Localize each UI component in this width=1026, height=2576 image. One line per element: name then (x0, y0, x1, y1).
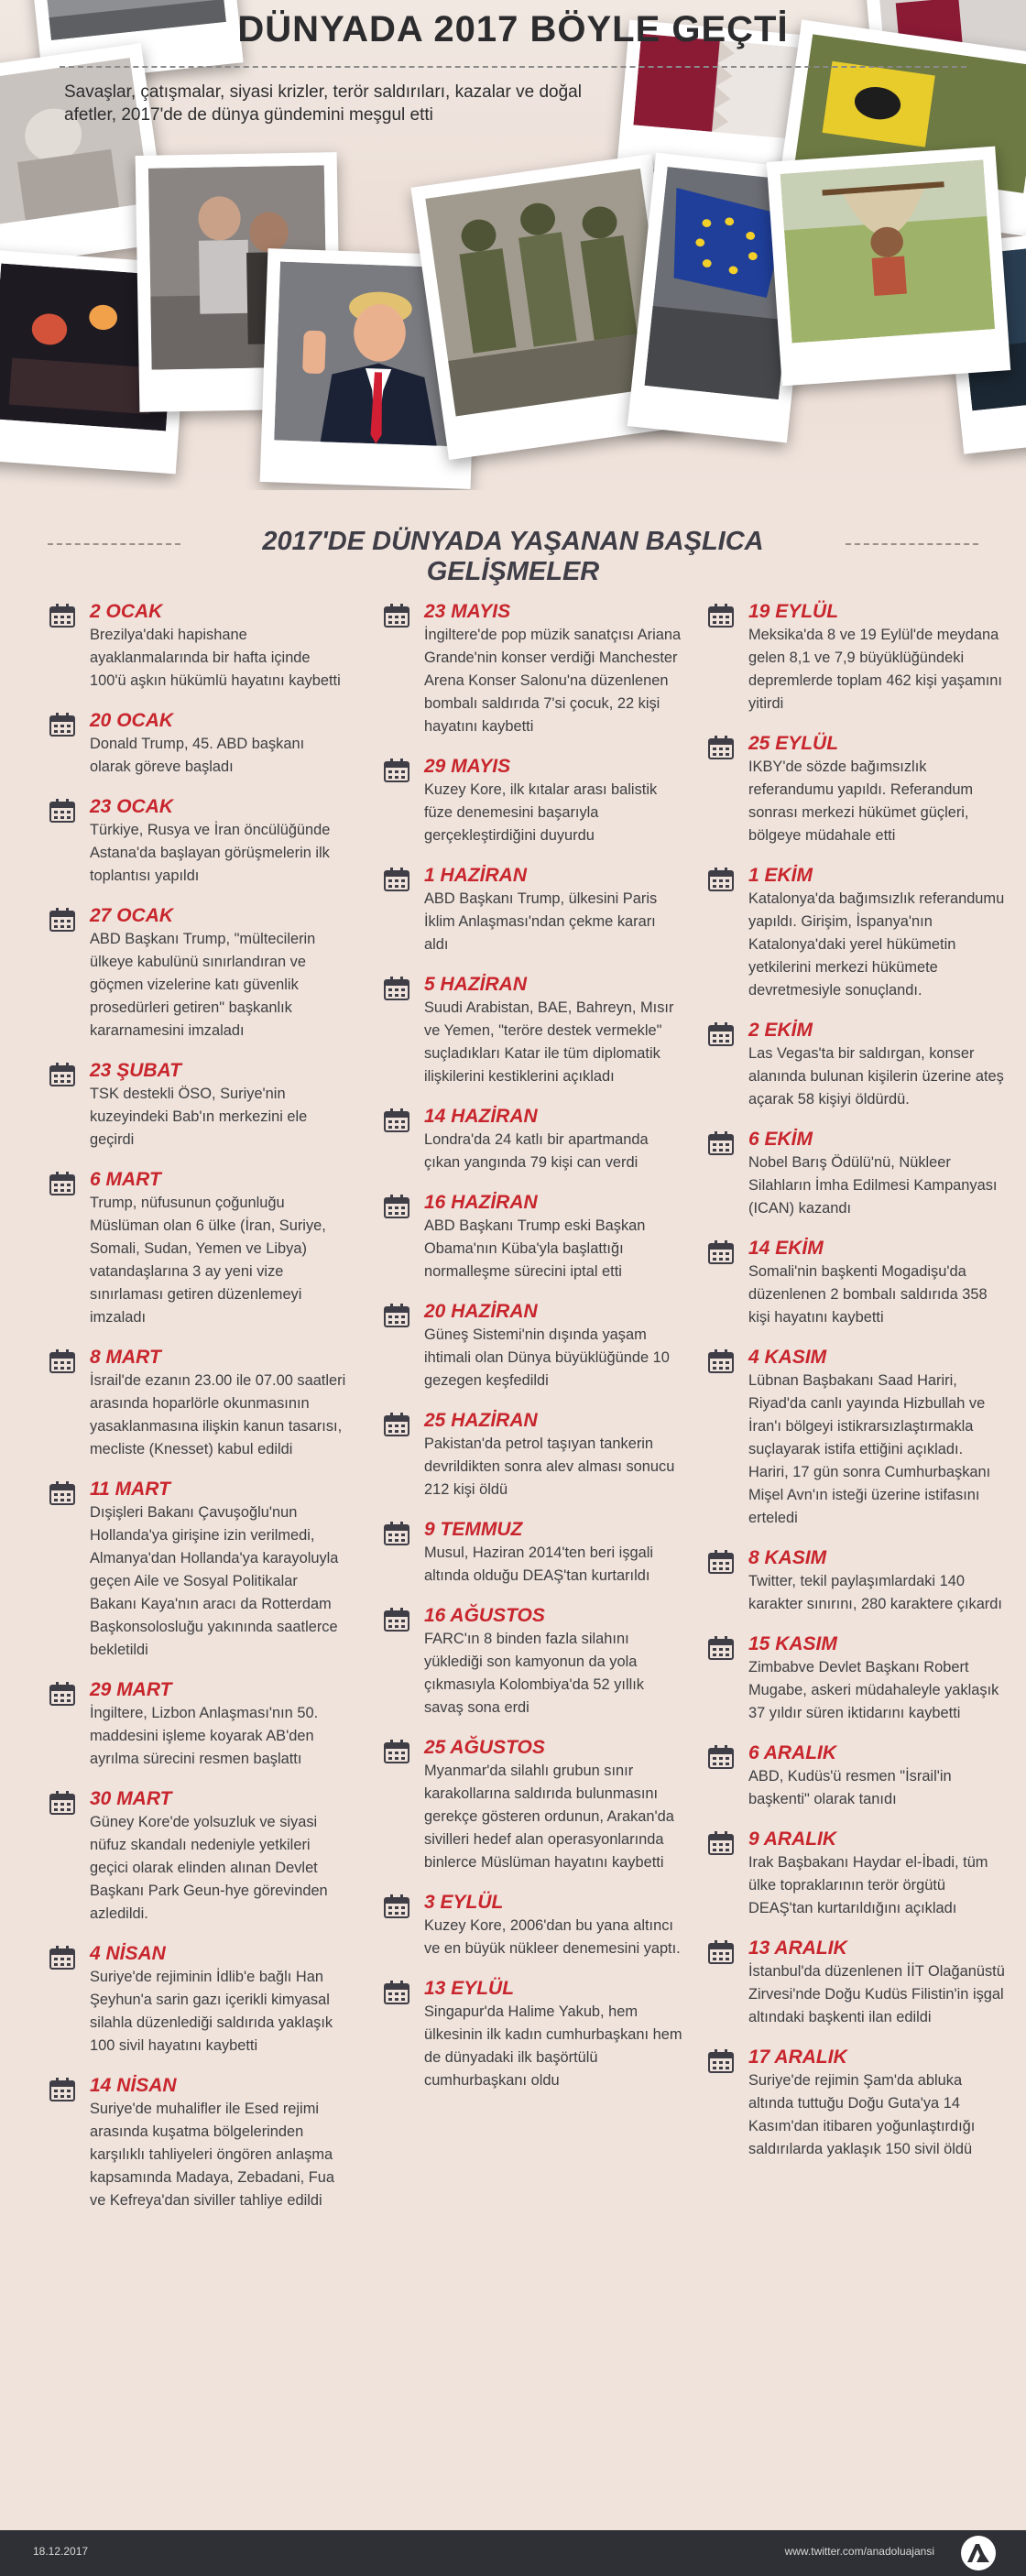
event-date: 25 AĞUSTOS (424, 1737, 545, 1758)
calendar-icon (708, 1240, 734, 1264)
calendar-icon (708, 1745, 734, 1769)
event-description: İstanbul'da düzenlenen İİT Olağanüstü Zirvesi'nde Doğu Kudüs Filistin'in işgal altındaki başkenti ilan edildi (748, 1963, 1005, 2025)
calendar-icon (384, 1413, 409, 1436)
event-description: Donald Trump, 45. ABD başkanı olarak göreve başladı (90, 736, 305, 775)
event-date: 4 KASIM (748, 1347, 827, 1368)
timeline-event (378, 600, 682, 738)
timeline-event (703, 2046, 1007, 2161)
calendar-icon (384, 1608, 409, 1632)
calendar-icon (708, 1940, 734, 1964)
event-date: 23 OCAK (90, 796, 174, 817)
timeline-event (703, 1128, 1007, 1220)
timeline-event (44, 1346, 348, 1461)
event-description: Suriye'de rejimin Şam'da abluka altında tuttuğu Doğu Guta'ya 14 Kasım'dan itibaren yoğunlaştırdığı saldırılarda yaklaşık 150 sivil öldü (748, 2072, 976, 2157)
timeline-column-2 (378, 600, 682, 2109)
timeline-event (44, 1059, 348, 1152)
event-description: Pakistan'da petrol taşıyan tankerin devrildikten sonra alev alması sonucu 212 kişi öldü (424, 1435, 675, 1498)
calendar-icon (384, 604, 409, 628)
event-date: 2 EKİM (748, 1020, 813, 1041)
event-date: 2 OCAK (90, 601, 163, 622)
calendar-icon (49, 1791, 75, 1815)
event-description: Londra'da 24 katlı bir apartmanda çıkan yangında 79 kişi can verdi (424, 1131, 649, 1171)
event-description: Brezilya'daki hapishane ayaklanmalarında bir hafta içinde 100'ü aşkın hükümlü hayatını kaybetti (90, 627, 341, 689)
event-date: 13 ARALIK (748, 1937, 847, 1959)
anadolu-agency-logo-icon (960, 2535, 997, 2571)
section-divider-right (846, 543, 978, 545)
timeline-event (703, 1741, 1007, 1811)
timeline-event (703, 600, 1007, 715)
calendar-icon (384, 1522, 409, 1545)
event-description: Irak Başbakanı Haydar el-İbadi, tüm ülke topraklarının terör örgütü DEAŞ'tan kurtarıldığını açıkladı (748, 1854, 988, 1916)
calendar-icon (49, 2078, 75, 2101)
calendar-icon (708, 1022, 734, 1046)
timeline-event (44, 709, 348, 779)
calendar-icon (49, 799, 75, 823)
event-date: 27 OCAK (90, 905, 174, 926)
event-date: 16 AĞUSTOS (424, 1605, 545, 1626)
timeline-column-1 (44, 600, 348, 2229)
timeline-event (44, 1678, 348, 1771)
timeline-event (378, 1604, 682, 1719)
calendar-icon (708, 868, 734, 891)
timeline-event (703, 1546, 1007, 1616)
calendar-icon (49, 1349, 75, 1373)
event-date: 9 TEMMUZ (424, 1519, 523, 1540)
timeline-column-3 (703, 600, 1007, 2178)
timeline-event (703, 1346, 1007, 1530)
event-description: Zimbabve Devlet Başkanı Robert Mugabe, askeri müdahaleyle yaklaşık 37 yıldır süren iktidarını kaybetti (748, 1659, 999, 1721)
event-date: 13 EYLÜL (424, 1978, 515, 1999)
event-date: 4 NİSAN (90, 1943, 166, 1964)
footer-twitter-link[interactable]: www.twitter.com/anadoluajansi (784, 2545, 934, 2558)
event-date: 29 MART (90, 1679, 172, 1700)
event-description: Musul, Haziran 2014'ten beri işgali altında olduğu DEAŞ'tan kurtarıldı (424, 1545, 654, 1584)
event-description: TSK destekli ÖSO, Suriye'nin kuzeyindeki Bab'ın merkezini ele geçirdi (90, 1086, 308, 1148)
event-date: 6 MART (90, 1169, 161, 1190)
timeline-event (703, 1828, 1007, 1920)
page-subtitle: Savaşlar, çatışmalar, siyasi krizler, terör saldırıları, kazalar ve doğal afetler, 2017'de de dünya gündemini meşgul etti (64, 82, 582, 125)
calendar-icon (49, 1682, 75, 1706)
event-date: 14 HAZİRAN (424, 1106, 538, 1127)
event-date: 6 EKİM (748, 1129, 813, 1150)
timeline-event (378, 1191, 682, 1283)
calendar-icon (384, 1304, 409, 1327)
calendar-icon (708, 736, 734, 759)
page-title: DÜNYADA 2017 BÖYLE GEÇTİ (237, 9, 789, 49)
event-description: İngiltere'de pop müzik sanatçısı Ariana Grande'nin konser verdiği Manchester Arena Konser Salonu'na düzenlenen bombalı saldırıda 7'si çocuk, 22 kişi hayatını kaybetti (424, 627, 682, 735)
event-date: 15 KASIM (748, 1633, 837, 1654)
timeline-event (703, 1237, 1007, 1329)
timeline-event (44, 1168, 348, 1329)
calendar-icon (708, 1349, 734, 1373)
timeline-event (703, 1019, 1007, 1111)
calendar-icon (384, 1894, 409, 1918)
event-description: İngiltere, Lizbon Anlaşması'nın 50. maddesini işleme koyarak AB'den ayrılma sürecini resmen başlattı (90, 1705, 319, 1767)
timeline-event (378, 1977, 682, 2092)
event-date: 20 HAZİRAN (424, 1301, 538, 1322)
timeline-event (378, 1891, 682, 1960)
event-description: Katalonya'da bağımsızlık referandumu yapıldı. Girişim, İspanya'nın Katalonya'daki yerel hükümetin yetkilerini merkezi hükümete devretmesiyle sonuçlandı. (748, 890, 1005, 999)
timeline-event (44, 1478, 348, 1662)
event-description: ABD Başkanı Trump, "mültecilerin ülkeye kabulünü sınırlandıran ve göçmen vizelerine katı güvenlik prosedürleri getiren" başkanlık kararnamesini imzaladı (90, 931, 316, 1039)
event-date: 25 EYLÜL (748, 733, 839, 754)
event-date: 29 MAYIS (424, 756, 511, 777)
calendar-icon (708, 2049, 734, 2073)
timeline-event (378, 1409, 682, 1501)
event-date: 9 ARALIK (748, 1828, 837, 1850)
event-date: 1 EKİM (748, 865, 813, 886)
timeline-event (703, 732, 1007, 847)
calendar-icon (708, 1131, 734, 1155)
event-description: Lübnan Başbakanı Saad Hariri, Riyad'da canlı yayında Hizbullah ve İran'ı bölgeyi istikrarsızlaştırmakla suçlayarak istifa ettiğini açıkladı. Hariri, 17 gün sonra Cumhurbaşkanı Mişel Avn'ın isteği üzerine istifasını erteledi (748, 1372, 991, 1526)
timeline-event (44, 600, 348, 693)
event-date: 20 OCAK (90, 710, 174, 731)
calendar-icon (708, 1550, 734, 1574)
event-description: Türkiye, Rusya ve İran öncülüğünde Astana'da başlayan görüşmelerin ilk toplantısı yapıldı (90, 822, 331, 884)
calendar-icon (708, 1636, 734, 1660)
event-date: 16 HAZİRAN (424, 1192, 538, 1213)
timeline-event (378, 755, 682, 847)
calendar-icon (708, 604, 734, 628)
timeline-event (703, 1937, 1007, 2029)
timeline-event (378, 864, 682, 956)
event-description: Dışişleri Bakanı Çavuşoğlu'nun Hollanda'ya girişine izin verilmedi, Almanya'dan Hollanda'ya karayoluyla geçen Aile ve Sosyal Politikalar Bakanı Kaya'nın aracı da Rotterdam Başkonsolosluğu yakınında saatlerce bekletildi (90, 1504, 339, 1658)
event-description: Las Vegas'ta bir saldırgan, konser alanında bulunan kişilerin üzerine ateş açarak 58 kişiyi öldürdü. (748, 1045, 1004, 1108)
timeline-event (44, 1942, 348, 2058)
event-date: 3 EYLÜL (424, 1892, 504, 1913)
event-description: Suriye'de rejiminin İdlib'e bağlı Han Şeyhun'a sarin gazı içerikli kimyasal silahla düzenlediği saldırıda yaklaşık 100 sivil hayatını kaybetti (90, 1969, 333, 2054)
calendar-icon (708, 1831, 734, 1855)
footer (0, 2530, 1026, 2576)
timeline-event (378, 1300, 682, 1392)
event-description: FARC'ın 8 binden fazla silahını yüklediği son kamyonun da yola çıkmasıyla Kolombiya'da 52 yıllık savaş sona erdi (424, 1631, 644, 1716)
event-date: 25 HAZİRAN (424, 1410, 538, 1431)
calendar-icon (384, 1981, 409, 2004)
refugee-photo (767, 147, 1010, 387)
event-description: Singapur'da Halime Yakub, hem ülkesinin ilk kadın cumhurbaşkanı hem de dünyadaki ilk başörtülü cumhurbaşkanı oldu (424, 2003, 682, 2089)
event-description: Somali'nin başkenti Mogadişu'da düzenlenen 2 bombalı saldırıda 358 kişi hayatını kaybetti (748, 1263, 988, 1326)
calendar-icon (49, 1172, 75, 1195)
timeline-event (703, 1632, 1007, 1725)
event-date: 14 EKİM (748, 1238, 824, 1259)
calendar-icon (384, 759, 409, 782)
section-divider-left (48, 543, 180, 545)
event-date: 30 MART (90, 1788, 172, 1809)
calendar-icon (384, 1740, 409, 1763)
event-description: Twitter, tekil paylaşımlardaki 140 karakter sınırını, 280 karaktere çıkardı (748, 1573, 1002, 1612)
event-description: Kuzey Kore, ilk kıtalar arası balistik füze denemesini başarıyla gerçekleştirdiğini duyurdu (424, 781, 658, 844)
event-date: 11 MART (90, 1479, 170, 1500)
timeline-event (378, 1736, 682, 1874)
event-date: 8 MART (90, 1347, 161, 1368)
header-collage (0, 0, 1026, 490)
timeline-event (44, 795, 348, 888)
timeline-event (703, 864, 1007, 1002)
calendar-icon (384, 977, 409, 1000)
timeline-event (378, 973, 682, 1088)
event-description: Nobel Barış Ödülü'nü, Nükleer Silahların İmha Edilmesi Kampanyası (ICAN) kazandı (748, 1154, 998, 1217)
event-date: 5 HAZİRAN (424, 974, 528, 995)
event-description: Suriye'de muhalifler ile Esed rejimi arasında kuşatma bölgelerinden karşılıklı tahliyeleri öngören anlaşma kapsamında Madaya, Zebadani, Fua ve Kefreya'dan siviller tahliye edildi (90, 2101, 334, 2209)
event-description: IKBY'de sözde bağımsızlık referandumu yapıldı. Referandum sonrası merkezi hükümet güçleri, bölgeye müdahale etti (748, 759, 974, 844)
timeline-event (378, 1105, 682, 1174)
event-date: 19 EYLÜL (748, 601, 839, 622)
event-description: Meksika'da 8 ve 19 Eylül'de meydana gelen 8,1 ve 7,9 büyüklüğündeki depremlerde toplam 462 kişi yaşamını yitirdi (748, 627, 1002, 712)
event-description: Myanmar'da silahlı grubun sınır karakollarına saldırıda bulunmasını gerekçe gösteren ordunun, Arakan'da sivilleri hedef alan operasyonlarında binlerce Müslüman hayatını kaybetti (424, 1763, 674, 1871)
timeline-event (378, 1518, 682, 1588)
calendar-icon (384, 1195, 409, 1218)
calendar-icon (49, 1063, 75, 1086)
event-date: 14 NİSAN (90, 2075, 177, 2096)
timeline-event (44, 2074, 348, 2212)
event-description: Güney Kore'de yolsuzluk ve siyasi nüfuz skandalı nedeniyle yetkileri geçici olarak elinden alınan Devlet Başkanı Park Geun-hye görevinden azledildi. (90, 1814, 328, 1922)
event-description: ABD Başkanı Trump eski Başkan Obama'nın Küba'yla başlattığı normalleşme sürecini iptal etti (424, 1217, 646, 1280)
calendar-icon (49, 713, 75, 737)
event-description: ABD, Kudüs'ü resmen "İsrail'in başkenti" olarak tanıdı (748, 1768, 952, 1807)
calendar-icon (384, 868, 409, 891)
event-date: 23 MAYIS (424, 601, 511, 622)
event-description: Suudi Arabistan, BAE, Bahreyn, Mısır ve Yemen, "teröre destek vermekle" suçladıkları Katar ile tüm diplomatik ilişkilerini kestiklerini açıkladı (424, 999, 674, 1085)
event-description: ABD Başkanı Trump, ülkesini Paris İklim Anlaşması'ndan çekme kararı aldı (424, 890, 658, 953)
calendar-icon (49, 604, 75, 628)
calendar-icon (49, 908, 75, 932)
event-date: 6 ARALIK (748, 1742, 837, 1763)
title-divider (60, 66, 966, 68)
timeline-event (44, 1787, 348, 1926)
event-description: Trump, nüfusunun çoğunluğu Müslüman olan 6 ülke (İran, Suriye, Somali, Sudan, Yemen ve Libya) vatandaşlarına 3 ay yeni vize sınırlaması getiren düzenlemeyi imzaladı (90, 1195, 326, 1326)
event-date: 23 ŞUBAT (90, 1060, 181, 1081)
footer-date: 18.12.2017 (33, 2545, 89, 2558)
section-title: 2017'DE DÜNYADA YAŞANAN BAŞLICA GELİŞMELER (262, 527, 764, 586)
calendar-icon (49, 1481, 75, 1505)
event-date: 8 KASIM (748, 1547, 827, 1568)
event-description: Güneş Sistemi'nin dışında yaşam ihtimali olan Dünya büyüklüğünde 10 gezegen keşfedildi (424, 1326, 670, 1389)
event-date: 1 HAZİRAN (424, 865, 528, 886)
calendar-icon (49, 1946, 75, 1970)
event-date: 17 ARALIK (748, 2047, 847, 2068)
event-description: İsrail'de ezanın 23.00 ile 07.00 saatleri arasında hoparlörle okunmasının yasaklanmasına ilişkin kanun tasarısı, mecliste (Knesset) kabul edildi (90, 1372, 346, 1457)
calendar-icon (384, 1108, 409, 1132)
timeline-event (44, 904, 348, 1042)
event-description: Kuzey Kore, 2006'dan bu yana altıncı ve en büyük nükleer denemesini yaptı. (424, 1917, 681, 1957)
